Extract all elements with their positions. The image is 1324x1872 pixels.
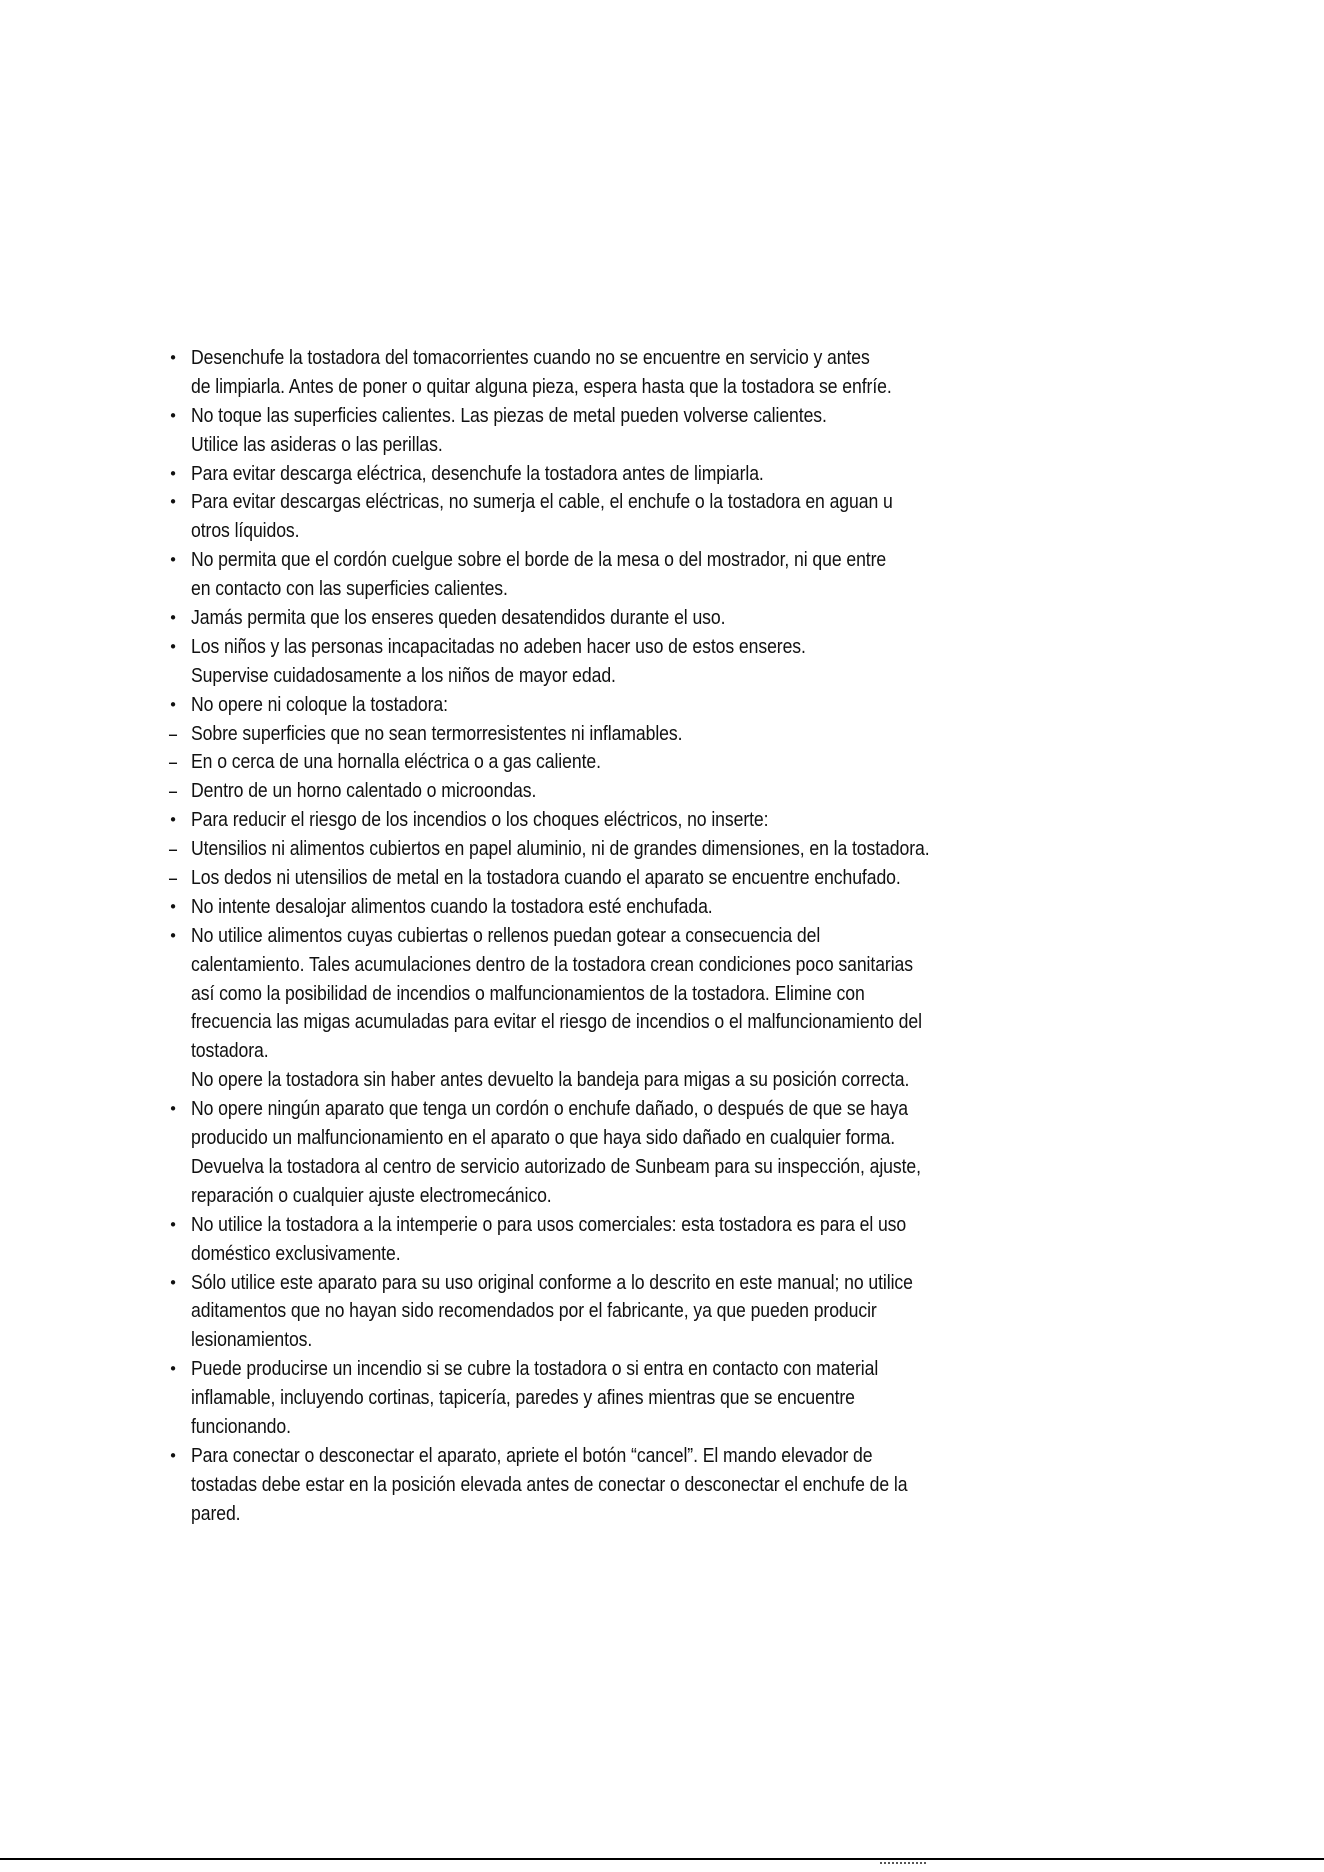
list-item <box>162 604 1162 633</box>
bullet-marker: • <box>168 897 178 916</box>
item-text-line: de limpiarla. Antes de poner o quitar alguna pieza, espera hasta que la tostadora se enfríe. <box>191 374 892 398</box>
list-item <box>162 691 1162 720</box>
item-text-line: otros líquidos. <box>191 519 300 543</box>
bullet-marker: • <box>168 811 178 830</box>
list-item <box>162 1211 1162 1269</box>
list-item <box>162 1269 1162 1356</box>
item-text-line: No permita que el cordón cuelgue sobre el borde de la mesa o del mostrador, ni que entre <box>191 548 887 572</box>
list-item <box>162 1355 1162 1442</box>
list-item <box>162 546 1162 604</box>
sub-list-item <box>162 748 1162 777</box>
item-text-line: Supervise cuidadosamente a los niños de mayor edad. <box>191 663 616 687</box>
item-text-line: pared. <box>191 1501 241 1525</box>
footer-mark <box>880 1862 926 1864</box>
item-text-line: Para conectar o desconectar el aparato, apriete el botón “cancel”. El mando elevador de <box>191 1443 873 1467</box>
item-text-line: lesionamientos. <box>191 1328 313 1352</box>
sub-list-item <box>162 835 1162 864</box>
sub-list-item <box>162 720 1162 749</box>
item-text-line: Para evitar descargas eléctricas, no sumerja el cable, el enchufe o la tostadora en aguan u <box>191 490 893 514</box>
list-item <box>162 893 1162 922</box>
dash-marker: – <box>168 721 178 746</box>
item-text-line: así como la posibilidad de incendios o malfuncionamientos de la tostadora. Elimine con <box>191 981 865 1005</box>
list-item <box>162 806 1162 835</box>
bullet-marker: • <box>168 1215 178 1234</box>
bullet-marker: • <box>168 349 178 367</box>
bullet-marker: • <box>168 1360 178 1379</box>
item-text-line: doméstico exclusivamente. <box>191 1241 401 1265</box>
item-text-line: No opere ningún aparato que tenga un cordón o enchufe dañado, o después de que se haya <box>191 1097 908 1121</box>
bullet-marker: • <box>168 551 178 570</box>
sub-list-item <box>162 864 1162 893</box>
item-text-line: tostadora. <box>191 1039 269 1063</box>
item-text-line: No utilice alimentos cuyas cubiertas o rellenos puedan gotear a consecuencia del <box>191 923 821 947</box>
item-text-line: Dentro de un horno calentado o microondas. <box>191 779 537 803</box>
item-text-line: No utilice la tostadora a la intemperie o para usos comerciales: esta tostadora es para el uso <box>191 1212 907 1236</box>
item-text-line: En o cerca de una hornalla eléctrica o a gas caliente. <box>191 750 601 774</box>
item-text-line: No opere la tostadora sin haber antes devuelto la bandeja para migas a su posición correcta. <box>191 1068 910 1092</box>
list-item <box>162 633 1162 691</box>
safety-instructions-list <box>162 344 1162 1529</box>
list-item <box>162 922 1162 1095</box>
bullet-marker: • <box>168 1273 178 1292</box>
item-text-line: Utensilios ni alimentos cubiertos en papel aluminio, ni de grandes dimensiones, en la tostadora. <box>191 837 930 861</box>
bullet-marker: • <box>168 1100 178 1119</box>
list-item <box>162 402 1162 460</box>
item-text-line: reparación o cualquier ajuste electromecánico. <box>191 1183 552 1207</box>
bullet-marker: • <box>168 464 178 483</box>
bullet-marker: • <box>168 695 178 714</box>
bullet-marker: • <box>168 1446 178 1465</box>
dash-marker: – <box>168 866 178 891</box>
dash-marker: – <box>168 837 178 862</box>
item-text-line: en contacto con las superficies calientes. <box>191 577 508 601</box>
bullet-marker: • <box>168 609 178 628</box>
item-text-line: Sólo utilice este aparato para su uso original conforme a lo descrito en este manual; no utilice <box>191 1270 913 1294</box>
list-item <box>162 1442 1162 1529</box>
bullet-marker: • <box>168 926 178 945</box>
item-text-line: producido un malfuncionamiento en el aparato o que haya sido dañado en cualquier forma. <box>191 1126 896 1150</box>
item-text-line: Devuelva la tostadora al centro de servicio autorizado de Sunbeam para su inspección, ajuste, <box>191 1154 921 1178</box>
list-item <box>162 344 1162 402</box>
item-text-line: funcionando. <box>191 1414 291 1438</box>
item-text-line: aditamentos que no hayan sido recomendados por el fabricante, ya que pueden producir <box>191 1299 877 1323</box>
list-item <box>162 460 1162 489</box>
item-text-line: frecuencia las migas acumuladas para evitar el riesgo de incendios o el malfuncionamiento del <box>191 1010 922 1034</box>
item-text-line: Sobre superficies que no sean termorresistentes ni inflamables. <box>191 721 683 745</box>
item-text-line: No opere ni coloque la tostadora: <box>191 692 448 716</box>
item-text-line: Puede producirse un incendio si se cubre la tostadora o si entra en contacto con material <box>191 1357 879 1381</box>
bullet-marker: • <box>168 406 178 425</box>
item-text-line: Utilice las asideras o las perillas. <box>191 432 443 456</box>
item-text-line: No toque las superficies calientes. Las piezas de metal pueden volverse calientes. <box>191 403 827 427</box>
item-text-line: calentamiento. Tales acumulaciones dentro de la tostadora crean condiciones poco sanitarias <box>191 952 913 976</box>
item-text-line: inflamable, incluyendo cortinas, tapicería, paredes y afines mientras que se encuentre <box>191 1386 855 1410</box>
footer-rule <box>0 1858 1324 1860</box>
item-text-line: Para evitar descarga eléctrica, desenchufe la tostadora antes de limpiarla. <box>191 461 764 485</box>
item-text-line: Para reducir el riesgo de los incendios o los choques eléctricos, no inserte: <box>191 808 769 832</box>
item-text-line: Los niños y las personas incapacitadas no adeben hacer uso de estos enseres. <box>191 634 806 658</box>
item-text-line: No intente desalojar alimentos cuando la tostadora esté enchufada. <box>191 894 713 918</box>
item-text-line: Desenchufe la tostadora del tomacorrientes cuando no se encuentre en servicio y antes <box>191 346 870 369</box>
item-text-line: Jamás permita que los enseres queden desatendidos durante el uso. <box>191 606 726 630</box>
dash-marker: – <box>168 750 178 775</box>
bullet-marker: • <box>168 637 178 656</box>
bullet-marker: • <box>168 493 178 512</box>
dash-marker: – <box>168 779 178 804</box>
list-item <box>162 488 1162 546</box>
item-text-line: tostadas debe estar en la posición elevada antes de conectar o desconectar el enchufe de la <box>191 1472 908 1496</box>
item-text-line: Los dedos ni utensilios de metal en la tostadora cuando el aparato se encuentre enchufado. <box>191 866 901 890</box>
list-item <box>162 1095 1162 1211</box>
sub-list-item <box>162 777 1162 806</box>
